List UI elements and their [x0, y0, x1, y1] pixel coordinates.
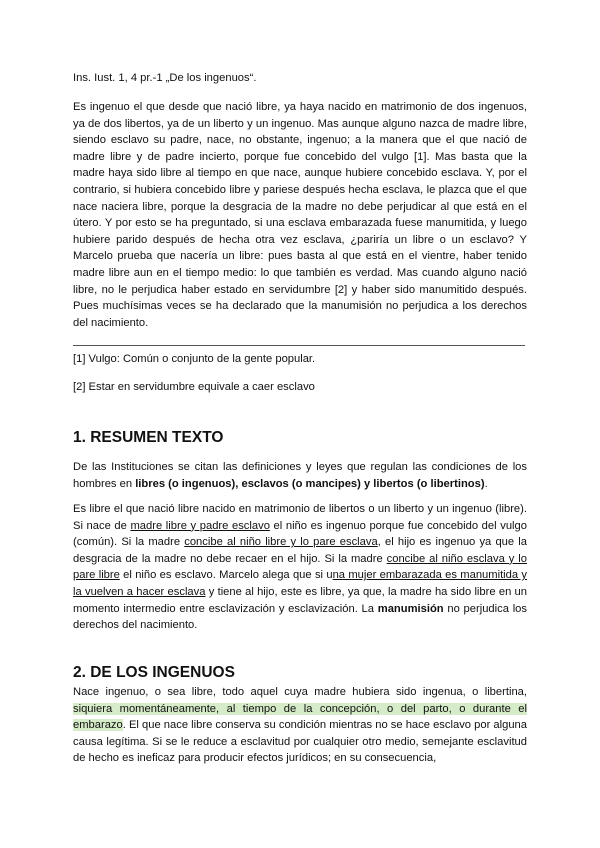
- summary-paragraph-1: De las Instituciones se citan las definiciones y leyes que regulan las condiciones de los hombres en libres (o ingenuos), esclavos (o mancipes) y libertos (o libertinos).: [73, 461, 527, 490]
- bold-categories: libres (o ingenuos), esclavos (o mancipes) y libertos (o libertinos): [135, 477, 485, 490]
- underline-concibe-libre: concibe al niño libre y lo pare esclava: [184, 536, 378, 549]
- ingenuos-paragraph: Nace ingenuo, o sea libre, todo aquel cuya madre hubiera sido ingenua, o libertina, siquiera momentáneamente, al tiempo de la concepción, o del parto, o durante el embarazo. El que nace libre conserva su condición mientras no se hace esclavo por alguna causa legítima. Si se le reduce a esclavitud por cualquier otro medio, semejante esclavitud de hecho es ineficaz para producir efectos jurídicos; en su consecuencia,: [73, 686, 527, 765]
- source-reference: Ins. Iust. 1, 4 pr.-1 „De los ingenuos“.: [73, 72, 257, 84]
- summary-paragraph-2: Es libre el que nació libre nacido en matrimonio de libertos o un liberto y un ingenuo (libre). Si nace de madre libre y padre esclavo el niño es ingenuo porque fue concebido del vulgo (común). Si la madre concibe al niño libre y lo pare esclava, el hijo es ingenuo ya que la desgracia de la madre no debe recaer en el hijo. Si la madre concibe al niño esclava y lo pare libre el niño es esclavo. Marcelo alega que si una mujer embarazada es manumitida y la vuelven a hacer esclava y tiene al hijo, este es libre, ya que, la madre ha sido libre en un momento intermedio entre esclavización y esclavización. La manumisión no perjudica los derechos del nacimiento.: [73, 503, 528, 632]
- source-paragraph: Es ingenuo el que desde que nació libre, ya haya nacido en matrimonio de dos ingenuos, ya de dos libertos, ya de un liberto y un ingenuo. Mas aunque alguno nazca de madre libre, siendo esclavo su padre, nace, no obstante, ingenuo; a la manera que el que nació de madre libre y de padre incierto, porque fue concebido del vulgo [1]. Mas basta que la madre haya sido libre al tiempo en que nace, aunque hubiere concebido esclava. Y, por el contrario, si hubiera concebido libre y pariese después hecha esclava, le plazca que el que nace naciera libre, porque la desgracia de la madre no debe perjudicar al que está en el útero. Y por esto se ha preguntado, si una esclava embarazada fuese manumitida, y luego hubiere parido después de hecha otra vez esclava, ¿pariría un libre o un esclavo? Y Marcelo prueba que nacería un libre: pues basta al que está en el vientre, haber tenido madre libre aun en el tiempo medio: lo que también es verdad. Mas cuando alguno nació libre, no le perjudica haber estado en servidumbre [2] y haber sido manumitido después. Pues muchísimas veces se ha declarado que la manumisión no perjudica a los derechos del nacimiento.: [73, 101, 527, 329]
- footnote-divider: [73, 345, 525, 346]
- underline-concibe-esclava: concibe al niño esclava y lo pare libre: [73, 552, 527, 582]
- footnote-2: [2] Estar en servidumbre equivale a caer esclavo: [73, 381, 315, 393]
- section-heading-resumen: 1. RESUMEN TEXTO: [73, 429, 224, 446]
- bold-manumision: manumisión: [377, 602, 444, 615]
- section-heading-ingenuos: 2. DE LOS INGENUOS: [73, 664, 235, 681]
- highlighted-text: siquiera momentáneamente, al tiempo de la concepción, o del parto, o durante el embarazo: [73, 702, 527, 732]
- underline-mujer-embarazada: na mujer embarazada es manumitida y la vuelven a hacer esclava: [73, 569, 528, 598]
- underline-madre-libre: madre libre y padre esclavo: [130, 519, 270, 532]
- footnote-1: [1] Vulgo: Común o conjunto de la gente popular.: [73, 353, 316, 365]
